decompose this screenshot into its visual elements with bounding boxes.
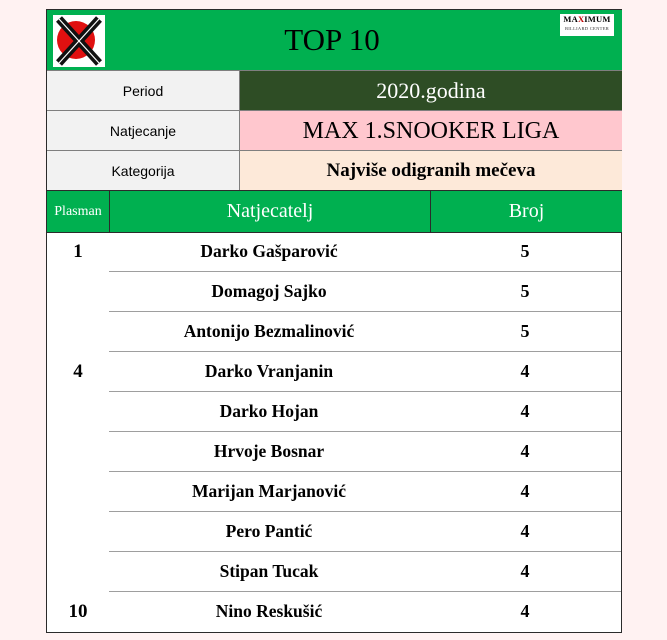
info-row-period [47,70,622,111]
column-header-count: Broj [508,200,545,222]
name-cell: Darko Gašparović [200,241,338,261]
count-cell: 4 [520,441,530,461]
name-cell: Stipan Tucak [219,561,319,581]
table-row [47,272,622,312]
name-cell: Darko Hojan [219,401,319,421]
table-row [47,472,622,512]
table-row [47,432,622,472]
column-header-name: Natjecatelj [110,191,431,232]
table-row [47,552,622,592]
place-cell [47,472,109,512]
info-label: Period [47,71,240,111]
place-cell [47,552,109,592]
info-value: MAX 1.SNOOKER LIGA [240,111,622,151]
name-cell: Nino Reskušić [215,601,323,621]
page-title: TOP 10 [284,22,380,57]
place-cell [47,392,109,432]
place-cell [47,432,109,472]
info-label: Natjecanje [47,111,240,151]
name-cell: Domagoj Sajko [211,281,327,301]
place-cell: 10 [68,601,88,622]
count-cell: 4 [520,601,530,621]
count-cell: 5 [520,321,530,341]
title-bar [47,10,622,70]
count-cell: 4 [520,481,530,501]
count-cell: 5 [520,241,530,261]
name-cell: Pero Pantić [225,521,313,541]
name-cell: Darko Vranjanin [204,361,334,381]
count-cell: 4 [520,561,530,581]
count-cell: 4 [520,361,530,381]
info-value: 2020.godina [240,71,622,111]
count-cell: 4 [520,521,530,541]
name-cell: Hrvoje Bosnar [213,441,325,461]
info-value: Najviše odigranih mečeva [240,151,622,191]
info-row-competition [47,110,622,151]
place-cell: 4 [73,361,83,382]
name-cell: Marijan Marjanović [191,481,347,501]
count-cell: 4 [520,401,530,421]
count-cell: 5 [520,281,530,301]
table-row [47,592,622,632]
table-row [47,232,622,272]
table-row [47,352,622,392]
table-row [47,312,622,352]
table-row [47,512,622,552]
top10-sheet [46,9,622,633]
ranking-table-body [47,232,622,632]
x-logo-icon [53,15,105,67]
info-label: Kategorija [47,151,240,191]
name-cell: Antonijo Bezmalinović [183,321,355,341]
column-header-place: Plasman [47,191,110,232]
place-cell [47,312,109,352]
info-row-category [47,150,622,191]
place-cell: 1 [73,241,83,262]
place-cell [47,512,109,552]
table-header [47,190,622,233]
table-row [47,392,622,432]
place-cell [47,272,109,312]
maximum-brand-logo: MAXIMUM BILLIARD CENTER [560,14,614,36]
